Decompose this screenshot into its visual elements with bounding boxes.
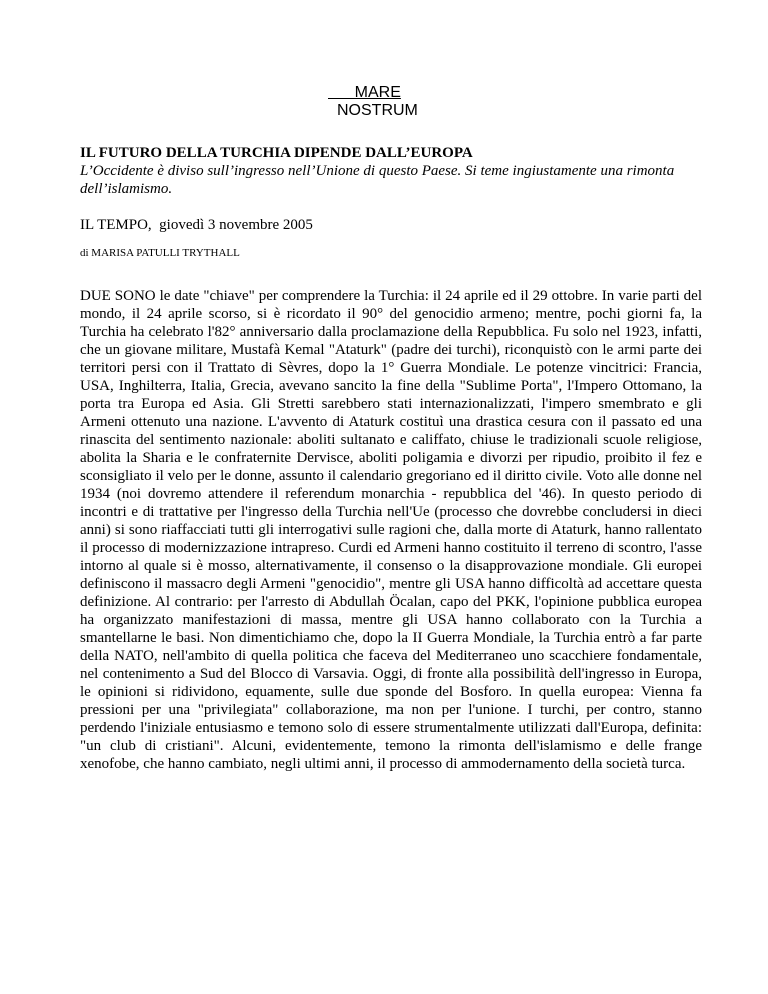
article-byline: di MARISA PATULLI TRYTHALL: [80, 247, 240, 259]
article-header: [80, 144, 702, 260]
masthead-line-1: MARE: [328, 84, 401, 101]
article-subtitle: L’Occidente è diviso sull’ingresso nell’Unione di questo Paese. Si teme ingiustamente una rimonta dell’islamismo.: [80, 163, 675, 197]
article-body: DUE SONO le date "chiave" per comprendere la Turchia: il 24 aprile ed il 29 ottobre. In varie parti del mondo, il 24 aprile scorso, si è ricordato il 90° del genocidio armeno; mentre, pochi giorni fa, la Turchia ha celebrato l'82° anniversario dalla proclamazione della Repubblica. Fu solo nel 1923, infatti, che un giovane militare, Mustafà Kemal "Ataturk" (padre dei turchi), riconquistò con le armi parte dei territori persi con il Trattato di Sèvres, dopo la 1° Guerra Mondiale. Le potenze vincitrici: Francia, USA, Inghilterra, Italia, Grecia, avevano sancito la fine della "Sublime Porta", l'Impero Ottomano, la porta tra Europa ed Asia. Gli Stretti sarebbero stati internazionalizzati, l'impero smembrato e gli Armeni ottenuto una nazione. L'avvento di Ataturk costituì una drastica cesura con il passato ed una rinascita del sentimento nazionale: aboliti sultanato e califfato, chiuse le tradizionali scuole religiose, abolita la Sharia e le confraternite Dervisce, aboliti poligamia e divorzi per ripudio, proibito il fez e sconsigliato il velo per le donne, assunto il calendario gregoriano ed il diritto civile. Voto alle donne nel 1934 (noi dovremo attendere il referendum monarchia - repubblica del '46). In questo periodo di incontri e di trattative per l'ingresso della Turchia nell'Ue (processo che dovrebbe concludersi in dieci anni) si sono riaffacciati tutti gli interrogativi sulle ragioni che, dalla morte di Ataturk, hanno rallentato il processo di modernizzazione intrapreso. Curdi ed Armeni hanno costituito il terreno di scontro, l'asse intorno al quale si è mosso, alternativamente, il consenso o la disapprovazione mondiale. Gli europei definiscono il massacro degli Armeni "genocidio", mentre gli USA hanno difficoltà ad accettare questa definizione. Al contrario: per l'arresto di Abdullah Öcalan, capo del PKK, l'opinione pubblica europea ha organizzato manifestazioni di massa, mentre gli USA hanno collaborato con la Turchia a smantellarne le basi. Non dimentichiamo che, dopo la II Guerra Mondiale, la Turchia entrò a far parte della NATO, nell'ambito di quella politica che faceva del Mediterraneo uno scacchiere fondamentale, nel contenimento a Sud del Blocco di Varsavia. Oggi, di fronte alla possibilità dell'ingresso in Europa, le opinioni si ridividono, equamente, sulle due sponde del Bosforo. In quella europea: Vienna fa pressioni per una "privilegiata" collaborazione, ma non per l'unione. I turchi, per contro, stanno perdendo l'iniziale entusiasmo e temono solo di essere strumentalmente utilizzati dall'Europa, definita: "un club di cristiani". Alcuni, evidentemente, temono la rimonta dell'islamismo e delle frange xenofobe, che hanno cambiato, negli ultimi anni, il processo di ammodernamento della società turca.: [80, 288, 702, 772]
masthead-line-2: NOSTRUM: [337, 102, 418, 119]
article-source: IL TEMPO, giovedì 3 novembre 2005: [80, 217, 313, 233]
article-headline: IL FUTURO DELLA TURCHIA DIPENDE DALL’EUROPA: [80, 145, 473, 161]
masthead: [328, 84, 418, 120]
